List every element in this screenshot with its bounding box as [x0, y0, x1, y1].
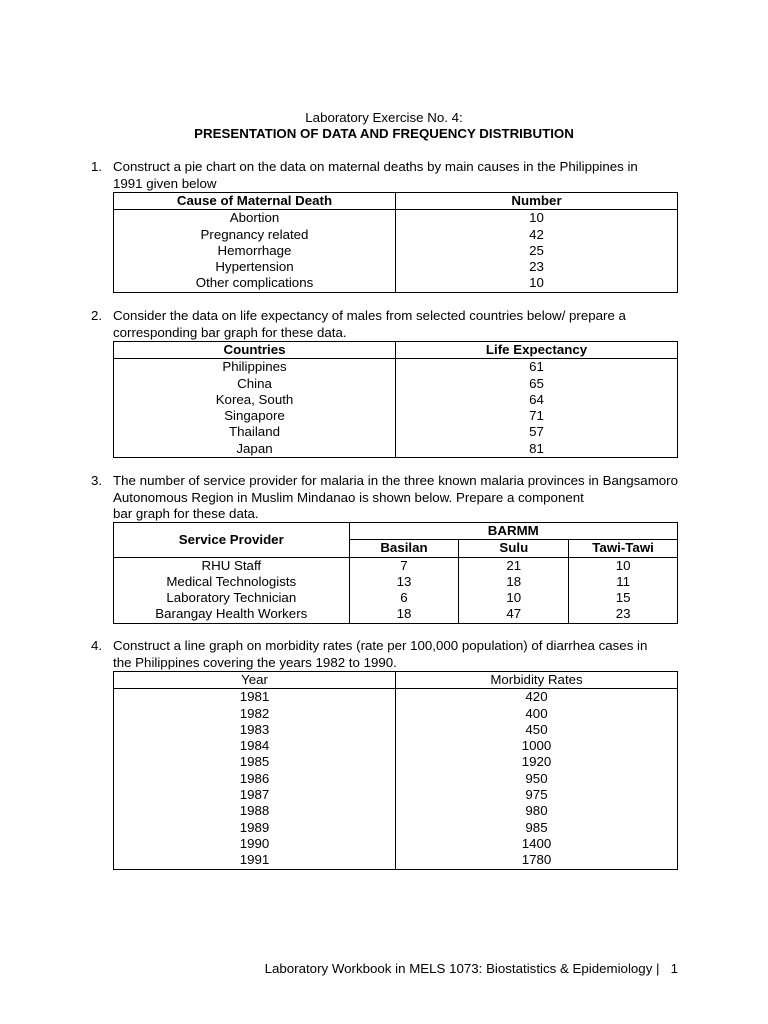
- table-cell: 400: [396, 706, 678, 722]
- table-cell: 1983: [114, 722, 396, 738]
- table-cell: Laboratory Technician: [114, 590, 350, 606]
- table-cell: 985: [396, 820, 678, 836]
- table-cell: 1991: [114, 852, 396, 869]
- table-cell: 15: [569, 590, 678, 606]
- table-cell: 1920: [396, 754, 678, 770]
- morbidity-rates-table: [113, 671, 678, 870]
- question-3: [91, 473, 678, 523]
- table-header-sulu: Sulu: [459, 540, 569, 557]
- table-cell: Hypertension: [114, 259, 396, 275]
- question-text: Consider the data on life expectancy of males from selected countries below/ prepare a corresponding bar graph for these data.: [113, 308, 626, 340]
- table-cell: China: [114, 376, 396, 392]
- table-cell: Philippines: [114, 359, 396, 376]
- table-cell: Other complications: [114, 275, 396, 292]
- table-cell: Medical Technologists: [114, 574, 350, 590]
- table-cell: 25: [396, 243, 678, 259]
- table-cell: 42: [396, 227, 678, 243]
- table-cell: 57: [396, 424, 678, 440]
- question-2: [91, 308, 678, 341]
- table-cell: 21: [459, 557, 569, 574]
- table-cell: Thailand: [114, 424, 396, 440]
- table-cell: Pregnancy related: [114, 227, 396, 243]
- table-cell: 1989: [114, 820, 396, 836]
- table-cell: 450: [396, 722, 678, 738]
- table-cell: Korea, South: [114, 392, 396, 408]
- table-cell: 1990: [114, 836, 396, 852]
- table-cell: 420: [396, 689, 678, 706]
- table-cell: 7: [349, 557, 459, 574]
- table-cell: 975: [396, 787, 678, 803]
- table-cell: 1988: [114, 803, 396, 819]
- table-header-year: Year: [114, 672, 396, 689]
- table-cell: 81: [396, 441, 678, 458]
- table-cell: 1984: [114, 738, 396, 754]
- table-cell: 64: [396, 392, 678, 408]
- table-cell: 6: [349, 590, 459, 606]
- table-cell: 23: [396, 259, 678, 275]
- table-header-life-expectancy: Life Expectancy: [396, 342, 678, 359]
- table-cell: 10: [396, 210, 678, 227]
- page-title: PRESENTATION OF DATA AND FREQUENCY DISTRIBUTION: [194, 126, 574, 141]
- table-cell: 61: [396, 359, 678, 376]
- question-number: 2.: [91, 308, 103, 323]
- page-number: 1: [670, 961, 678, 976]
- table-header-service-provider: Service Provider: [114, 523, 350, 558]
- table-cell: 950: [396, 771, 678, 787]
- question-1: [91, 159, 678, 192]
- table-cell: Japan: [114, 441, 396, 458]
- table-cell: 65: [396, 376, 678, 392]
- table-cell: 1985: [114, 754, 396, 770]
- table-header-barmm: BARMM: [349, 523, 677, 540]
- question-number: 1.: [91, 159, 103, 174]
- table-header-countries: Countries: [114, 342, 396, 359]
- table-cell: 18: [349, 606, 459, 623]
- question-text: The number of service provider for malaria in the three known malaria provinces in Bangsamoro Autonomous Region in Muslim Mindanao is shown below. Prepare a component bar graph for these data.: [113, 473, 678, 521]
- table-header-number: Number: [396, 193, 678, 210]
- exercise-number: Laboratory Exercise No. 4:: [305, 110, 463, 125]
- table-cell: 1000: [396, 738, 678, 754]
- table-cell: 1981: [114, 689, 396, 706]
- table-cell: RHU Staff: [114, 557, 350, 574]
- table-cell: 1780: [396, 852, 678, 869]
- table-cell: 10: [569, 557, 678, 574]
- service-provider-table: [113, 522, 678, 624]
- life-expectancy-table: [113, 341, 678, 458]
- table-cell: 1987: [114, 787, 396, 803]
- page-footer: [0, 961, 678, 976]
- table-cell: Barangay Health Workers: [114, 606, 350, 623]
- table-cell: Hemorrhage: [114, 243, 396, 259]
- table-cell: 10: [459, 590, 569, 606]
- question-number: 4.: [91, 638, 103, 653]
- table-cell: 13: [349, 574, 459, 590]
- table-cell: 10: [396, 275, 678, 292]
- question-4: [91, 638, 678, 671]
- maternal-deaths-table: [113, 192, 678, 293]
- question-number: 3.: [91, 473, 103, 488]
- table-cell: Singapore: [114, 408, 396, 424]
- table-cell: 1986: [114, 771, 396, 787]
- table-cell: 980: [396, 803, 678, 819]
- table-cell: 11: [569, 574, 678, 590]
- table-header-tawi-tawi: Tawi-Tawi: [569, 540, 678, 557]
- table-cell: 18: [459, 574, 569, 590]
- footer-text: Laboratory Workbook in MELS 1073: Biostatistics & Epidemiology |: [264, 961, 660, 976]
- table-cell: 47: [459, 606, 569, 623]
- table-cell: 23: [569, 606, 678, 623]
- question-text: Construct a pie chart on the data on maternal deaths by main causes in the Philippines in 1991 given below: [113, 159, 638, 191]
- table-header-morbidity-rates: Morbidity Rates: [396, 672, 678, 689]
- table-cell: Abortion: [114, 210, 396, 227]
- table-cell: 71: [396, 408, 678, 424]
- table-header-basilan: Basilan: [349, 540, 459, 557]
- table-cell: 1400: [396, 836, 678, 852]
- table-header-cause: Cause of Maternal Death: [114, 193, 396, 210]
- table-cell: 1982: [114, 706, 396, 722]
- question-text: Construct a line graph on morbidity rates (rate per 100,000 population) of diarrhea cases in the Philippines covering the years 1982 to 1990.: [113, 638, 648, 670]
